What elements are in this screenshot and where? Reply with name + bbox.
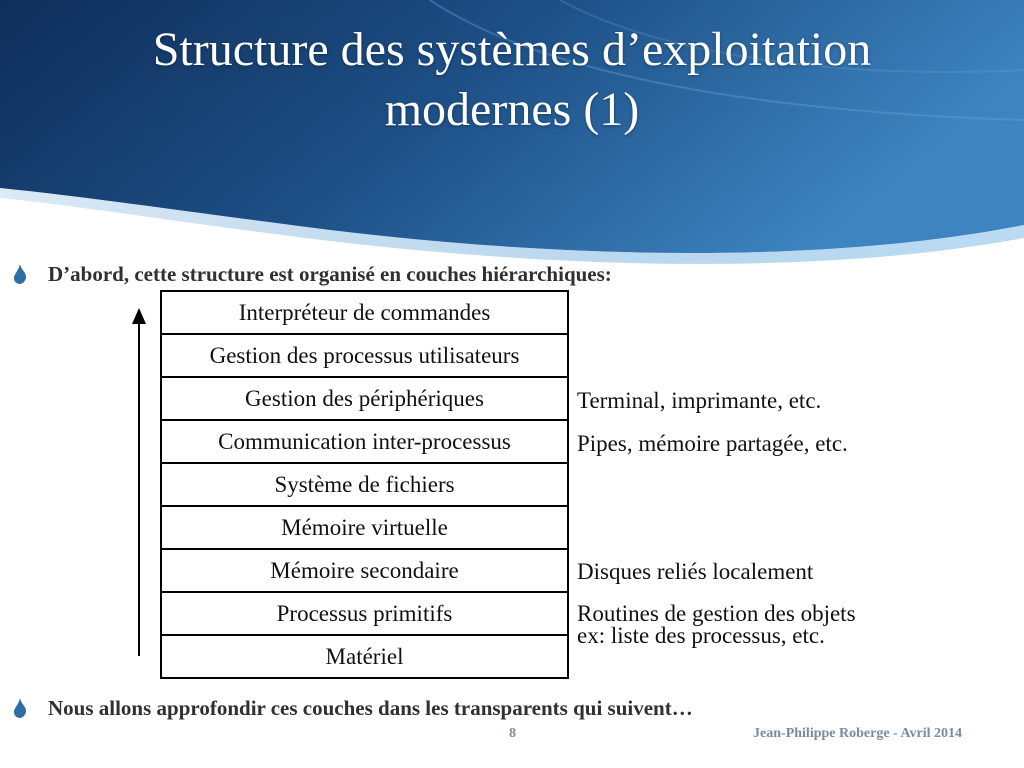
slide-title-line-1: Structure des systèmes d’exploitation (152, 23, 872, 76)
bullet-intro (12, 262, 612, 287)
note-primitives (577, 603, 856, 647)
bullet-intro-text: D’abord, cette structure est organisé en couches hiérarchiques: (48, 262, 612, 286)
footer-author: Jean-Philippe Roberge - Avril 2014 (753, 726, 962, 741)
layer-virtual-memory: Mémoire virtuelle (162, 507, 567, 550)
layer-hardware: Matériel (162, 636, 567, 679)
layer-command-interpreter: Interpréteur de commandes (162, 292, 567, 335)
header-banner (0, 0, 1024, 270)
layer-inter-process-communication: Communication inter-processus (162, 421, 567, 464)
upward-arrow (128, 308, 150, 658)
note-secondary-memory: Disques reliés localement (577, 559, 814, 584)
bullet-outro-text: Nous allons approfondir ces couches dans les transparents qui suivent… (48, 696, 693, 720)
layer-secondary-memory: Mémoire secondaire (162, 550, 567, 593)
note-primitives-line-2: ex: liste des processus, etc. (577, 623, 825, 648)
bullet-outro (12, 696, 693, 721)
note-peripherals: Terminal, imprimante, etc. (577, 388, 822, 413)
flame-bullet-icon (12, 264, 28, 284)
layer-user-process-management: Gestion des processus utilisateurs (162, 335, 567, 378)
page-number: 8 (509, 726, 516, 741)
slide-title (0, 20, 1024, 140)
flame-bullet-icon (12, 698, 28, 718)
layer-file-system: Système de fichiers (162, 464, 567, 507)
layer-primitive-processes: Processus primitifs (162, 593, 567, 636)
note-primitives-line-1: Routines de gestion des objets (577, 601, 856, 626)
slide-title-line-2: modernes (1) (384, 83, 640, 136)
layer-stack (160, 290, 569, 679)
note-ipc: Pipes, mémoire partagée, etc. (577, 431, 848, 456)
layer-device-management: Gestion des périphériques (162, 378, 567, 421)
